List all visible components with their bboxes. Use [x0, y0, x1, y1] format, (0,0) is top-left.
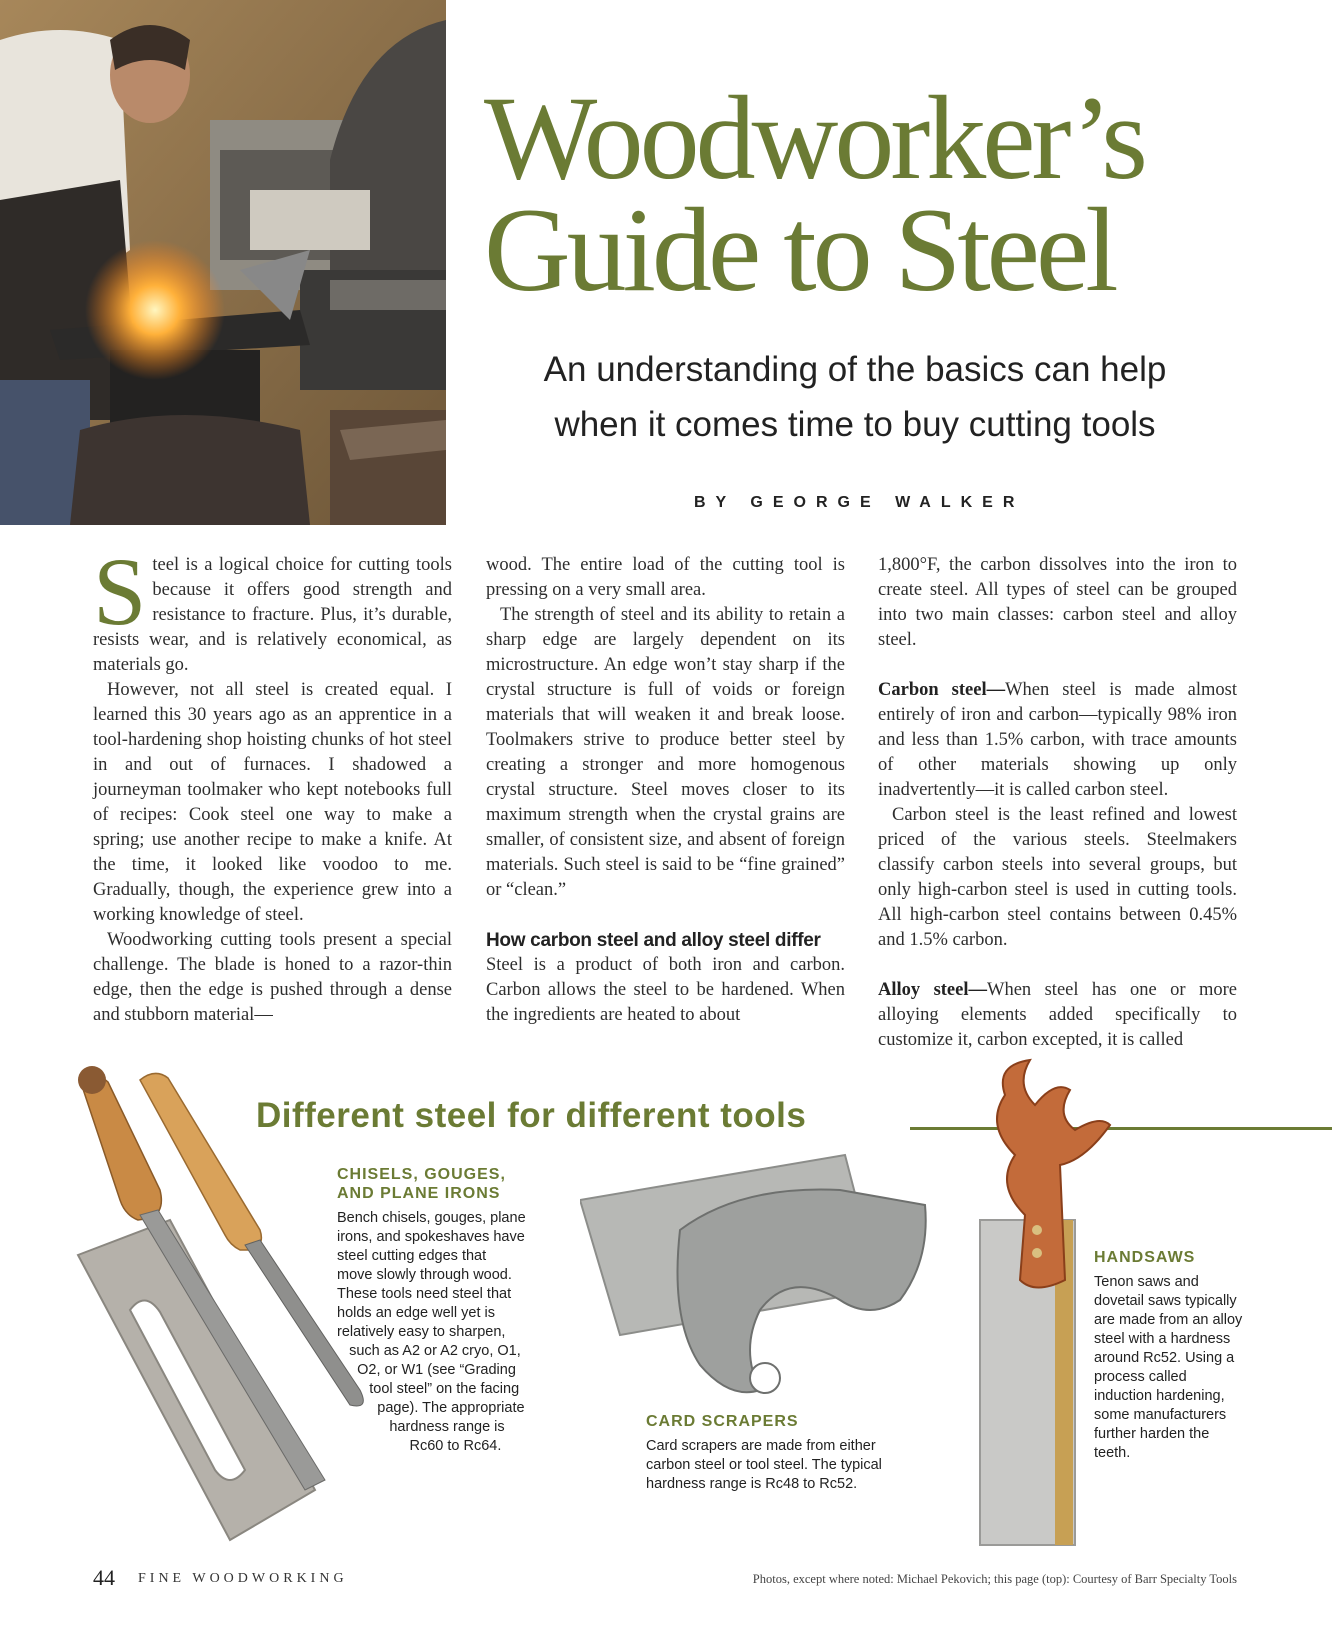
caption-scrapers-heading: CARD SCRAPERS: [646, 1413, 799, 1430]
body-column-1: [93, 538, 452, 1028]
paragraph-intro: teel is a logical choice for cutting tools because it offers good strength and resistance to fracture. Plus, it’s durable, resists wear, and is relatively economical, as materials go.: [93, 555, 452, 675]
paragraph-apprentice: However, not all steel is created equal. I learned this 30 years ago as an apprentice in a tool-hardening shop hoisting chunks of hot steel in and out of furnaces. I shadowed a journeyman toolmaker who kept notebooks full of recipes: Cook steel one way to make a spring; use another recipe to make a knife. At the time, it looked like voodoo to me. Gradually, though, the experience grew into a working knowledge of steel.: [93, 680, 452, 925]
runin-alloy-steel: Alloy steel—: [878, 980, 987, 1000]
caption-handsaws-heading: HANDSAWS: [1094, 1249, 1196, 1266]
caption-handsaws: [1094, 1248, 1244, 1463]
subtitle-line-2: when it comes time to buy cutting tools: [554, 405, 1156, 444]
article-subtitle: [470, 342, 1240, 452]
caption-handsaws-text: Tenon saws and dovetail saws typically are made from an alloy steel with a hardness around Rc52. Using a process called induction hardening, some manufacturers further harden the teeth.: [1094, 1274, 1243, 1461]
magazine-name: FINE WOODWORKING: [138, 1571, 348, 1586]
title-line-1: Woodworker’s: [484, 71, 1144, 204]
article-title: [484, 71, 1304, 316]
paragraph-load: wood. The entire load of the cutting tool is pressing on a very small area.: [486, 555, 845, 600]
paragraph-carbon-steel: Carbon steel—When steel is made almost entirely of iron and carbon—typically 98% iron and less than 1.5% carbon, with trace amounts of other materials showing up only inadvertently—it is called carbon steel.: [878, 680, 1237, 800]
sidebar-title: Different steel for different tools: [256, 1096, 807, 1135]
subhead-carbon-vs-alloy: How carbon steel and alloy steel differ: [486, 930, 821, 951]
caption-scrapers: [646, 1412, 906, 1494]
card-scrapers-photo: [580, 1150, 940, 1400]
runin-carbon-steel: Carbon steel—: [878, 680, 1006, 700]
body-column-2: [486, 553, 845, 1028]
body-column-3: [878, 553, 1237, 1053]
sidebar-rule: [910, 1127, 1332, 1130]
caption-chisels-text: Bench chisels, gouges, plane irons, and spokeshaves have steel cutting edges that move slowly through wood. These tools need steel that holds an edge well yet is relatively easy to sharpen, such as A2 or A2 cryo, O1, O2, or W1 (see “Grading tool steel” on the facing page). The appropriate hardness range is Rc60 to Rc64.: [337, 1210, 526, 1454]
paragraph-alloy-steel: Alloy steel—When steel has one or more alloying elements added specifically to customize it, carbon excepted, it is called: [878, 980, 1238, 1050]
title-line-2: Guide to Steel: [484, 183, 1115, 316]
photo-credit: Photos, except where noted: Michael Pekovich; this page (top): Courtesy of Barr Specialty Tools: [752, 1572, 1237, 1586]
caption-scrapers-text: Card scrapers are made from either carbon steel or tool steel. The typical hardness range is Rc48 to Rc52.: [646, 1438, 882, 1492]
paragraph-microstructure: The strength of steel and its ability to retain a sharp edge are largely dependent on its microstructure. An edge won’t stay sharp if the crystal structure is full of voids or foreign materials that will weaken it and break loose. Toolmakers strive to produce better steel by creating a stronger and more homogenous crystal structure. Steel moves closer to its maximum strength when the crystal grains are smaller, of consistent size, and absent of foreign materials. Such steel is said to be “fine grained” or “clean.”: [486, 605, 845, 900]
caption-chisels-heading: CHISELS, GOUGES, AND PLANE IRONS: [337, 1166, 506, 1202]
paragraph-two-classes: 1,800°F, the carbon dissolves into the iron to create steel. All types of steel can be grouped into two main classes: carbon steel and alloy steel.: [878, 555, 1237, 650]
drop-cap: S: [93, 538, 147, 645]
paragraph-challenge: Woodworking cutting tools present a special challenge. The blade is honed to a razor-thin edge, then the edge is pushed through a dense and stubborn material—: [93, 930, 452, 1025]
subtitle-line-1: An understanding of the basics can help: [543, 350, 1167, 389]
page-number: 44: [93, 1565, 115, 1590]
byline: BY GEORGE WALKER: [694, 494, 1025, 511]
paragraph-iron-carbon: Steel is a product of both iron and carbon. Carbon allows the steel to be hardened. When the ingredients are heated to about: [486, 955, 845, 1025]
blacksmith-photo: [0, 0, 446, 525]
paragraph-carbon-groups: Carbon steel is the least refined and lowest priced of the various steels. Steelmakers classify carbon steels into several groups, but only high-carbon steel is used in cutting tools. All high-carbon steel contains between 0.45% and 1.5% carbon.: [878, 805, 1237, 950]
caption-chisels: [337, 1165, 567, 1456]
